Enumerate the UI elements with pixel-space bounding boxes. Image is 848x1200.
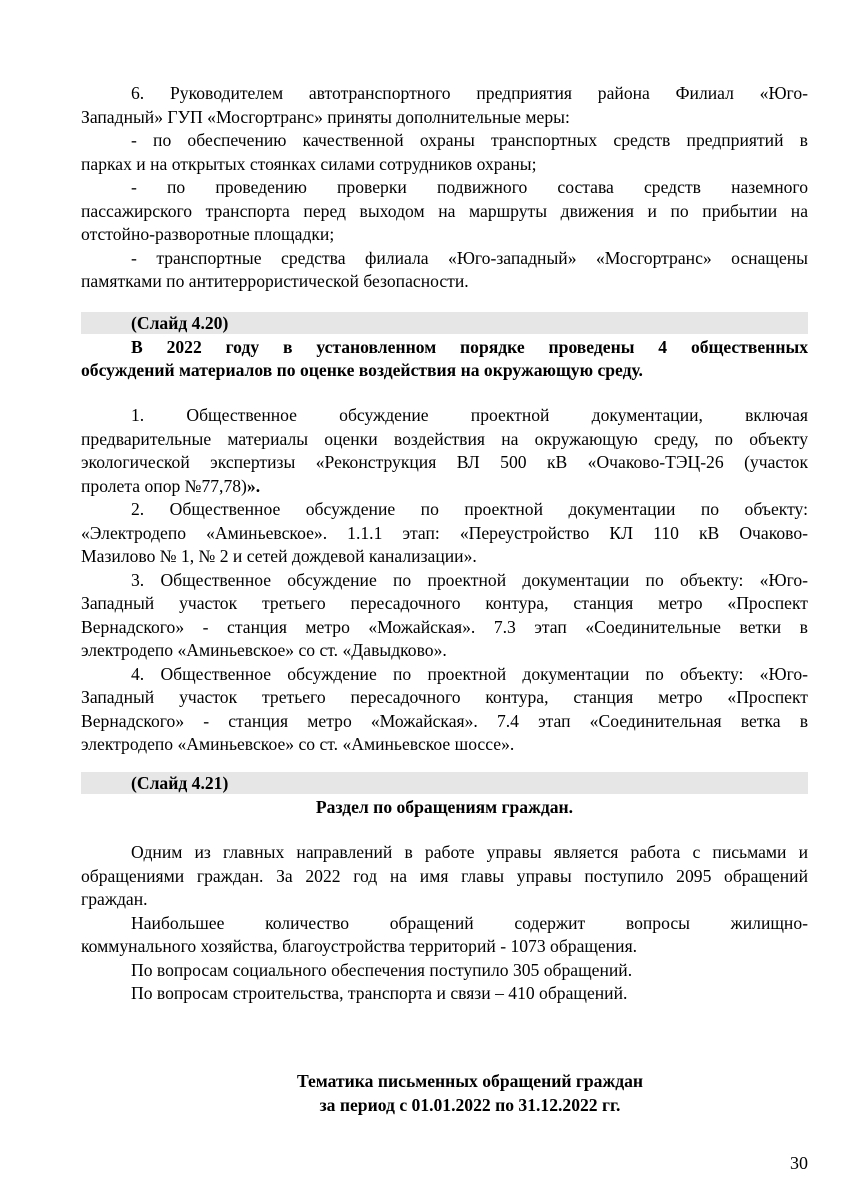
text-line: Наибольшее количество обращений содержит вопросы жилищно- — [131, 912, 808, 933]
thematics-heading — [230, 1070, 710, 1117]
text-line: Одним из главных направлений в работе управы является работа с письмами и — [131, 842, 808, 862]
text-line: - транспортные средства филиала «Юго-западный» «Мосгортранс» оснащены — [131, 247, 808, 268]
text-fragment: пролета опор №77,78) — [81, 475, 247, 496]
heading-line: за период с 01.01.2022 по 31.12.2022 гг. — [319, 1094, 621, 1115]
slide-4-20 — [81, 312, 808, 383]
text-line: коммунального хозяйства, благоустройства территорий - 1073 обращения. — [81, 936, 638, 956]
list-item-line: Вернадского» - станция метро «Можайская». 7.4 этап «Соединительная ветка в — [81, 710, 808, 731]
list-item-line: 1. Общественное обсуждение проектной документации, включая — [131, 405, 808, 425]
text-line: По вопросам социального обеспечения поступило 305 обращений. — [131, 959, 633, 980]
slide-label: (Слайд 4.21) — [131, 773, 229, 793]
text-line: отстойно-разворотные площадки; — [81, 224, 335, 244]
heading-line: Тематика письменных обращений граждан — [296, 1071, 644, 1091]
text-line: - по проведению проверки подвижного состава средств наземного — [131, 177, 808, 197]
list-item-line: электродепо «Аминьевское» со ст. «Давыдково». — [81, 640, 447, 660]
list-item-line: предварительные материалы оценки воздействия на окружающую среду, по объекту — [81, 428, 808, 449]
text-line: пассажирского транспорта перед выходом на маршруты движения и по прибытии на — [81, 200, 808, 221]
slide-label: (Слайд 4.20) — [131, 313, 229, 333]
list-item-line: электродепо «Аминьевское» со ст. «Аминьевское шоссе». — [81, 734, 515, 754]
section-6 — [81, 82, 808, 294]
text-line: - по обеспечению качественной охраны транспортных средств предприятий в — [131, 130, 808, 150]
list-item-line: Западный участок третьего пересадочного контура, станция метро «Проспект — [81, 687, 808, 707]
slide-heading-line: В 2022 году в установленном порядке проведены 4 общественных — [131, 336, 808, 357]
discussions-list — [81, 404, 808, 757]
slide-heading-line: обсуждений материалов по оценке воздействия на окружающую среду. — [81, 360, 643, 380]
text-line: памятками по антитеррористической безопасности. — [81, 271, 469, 291]
list-item-line: 3. Общественное обсуждение по проектной документации по объекту: «Юго- — [131, 569, 808, 590]
text-line: обращениями граждан. За 2022 год на имя главы управы поступило 2095 обращений — [81, 865, 808, 886]
list-item-line: экологической экспертизы «Реконструкция ВЛ 500 кВ «Очаково-ТЭЦ-26 (участок — [81, 452, 808, 472]
slide-4-21 — [81, 772, 808, 819]
list-item-line: «Электродепо «Аминьевское». 1.1.1 этап: «Переустройство КЛ 110 кВ Очаково- — [81, 522, 808, 543]
text-line: 6. Руководителем автотранспортного предприятия района Филиал «Юго- — [131, 83, 808, 103]
text-line: граждан. — [81, 889, 148, 909]
list-item-line: Вернадского» - станция метро «Можайская». 7.3 этап «Соединительные ветки в — [81, 616, 808, 637]
page-number: 30 — [790, 1153, 808, 1173]
list-item-line — [81, 475, 808, 499]
text-line: По вопросам строительства, транспорта и связи – 410 обращений. — [131, 983, 628, 1003]
list-item-line: 2. Общественное обсуждение по проектной документации по объекту: — [131, 499, 808, 519]
text-fragment-bold: ». — [246, 475, 261, 496]
appeals-section — [81, 841, 808, 1006]
text-line: парках и на открытых стоянках силами сотрудников охраны; — [81, 153, 537, 174]
list-item-line: Западный участок третьего пересадочного контура, станция метро «Проспект — [81, 593, 808, 613]
text-line: Западный» ГУП «Мосгортранс» приняты дополнительные меры: — [81, 106, 570, 127]
list-item-line: Мазилово № 1, № 2 и сетей дождевой канализации». — [81, 546, 477, 566]
list-item-line: 4. Общественное обсуждение по проектной документации по объекту: «Юго- — [131, 663, 808, 684]
section-heading: Раздел по обращениям граждан. — [315, 796, 574, 817]
